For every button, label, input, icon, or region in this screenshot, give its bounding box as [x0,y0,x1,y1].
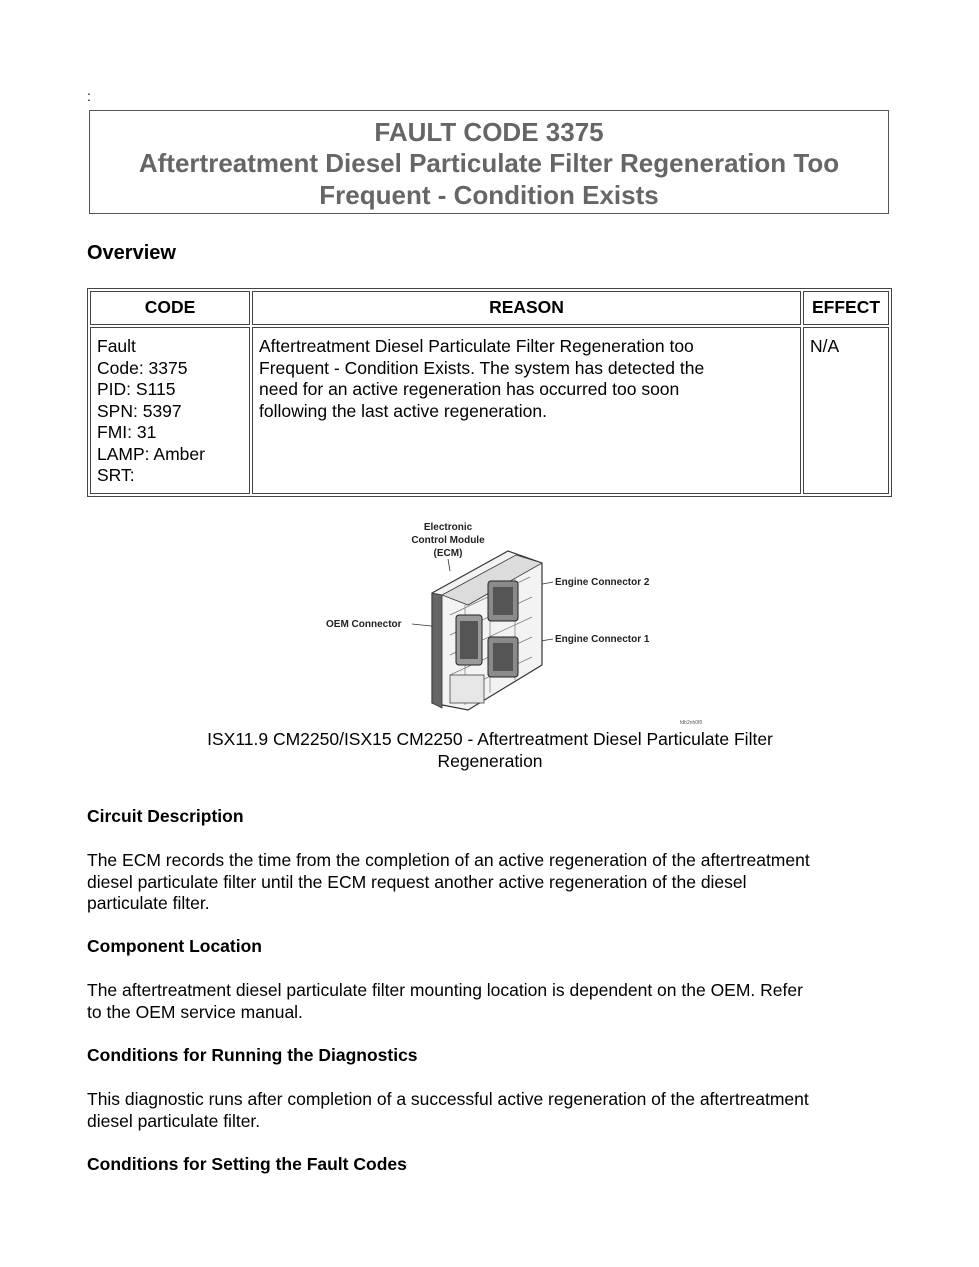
table-header-row [90,291,889,325]
conditions-running-text [87,1089,887,1132]
circuit-description-heading: Circuit Description [87,806,244,826]
leading-colon: : [87,88,91,104]
fault-code-table [87,288,892,497]
code-line: SPN: 5397 [97,400,182,421]
label-ecm-line2: Control Module [411,535,485,546]
leader-ecm [448,559,450,571]
ecm-diagram [300,515,703,730]
figure-caption [150,728,830,772]
reason-line: Aftertreatment Diesel Particulate Filter Regeneration too [259,336,694,356]
component-location-heading: Component Location [87,936,262,956]
code-line: FMI: 31 [97,422,157,442]
paragraph-line: The aftertreatment diesel particulate filter mounting location is dependent on the OEM. Refer [87,980,803,1000]
reason-line: Frequent - Condition Exists. The system has detected the [259,357,705,378]
fault-code-description-line1: Aftertreatment Diesel Particulate Filter Regeneration Too [138,148,840,178]
code-line: LAMP: Amber [97,443,205,464]
reason-line: need for an active regeneration has occurred too soon [259,379,680,399]
overview-heading: Overview [87,242,176,264]
header-code: CODE [90,291,250,325]
paragraph-line: The ECM records the time from the completion of an active regeneration of the aftertreatment [87,850,810,870]
fault-code-title: FAULT CODE 3375 [374,117,604,147]
table-row [90,327,889,494]
circuit-description-text [87,850,887,915]
header-effect: EFFECT [803,291,889,325]
component-location-text [87,980,887,1023]
code-line: Fault [97,336,136,356]
code-line: PID: S115 [97,379,176,399]
paragraph-line: diesel particulate filter. [87,1110,261,1131]
label-engine-connector-2: Engine Connector 2 [555,577,650,588]
label-engine-connector-1: Engine Connector 1 [555,634,650,645]
fault-code-description-line2: Frequent - Condition Exists [319,180,659,210]
code-line: SRT: [97,465,135,485]
conditions-setting-heading: Conditions for Setting the Fault Codes [87,1154,407,1174]
figure-id: fdb2nh0f0 [680,720,703,726]
cell-reason [252,327,801,494]
paragraph-line: particulate filter. [87,893,210,913]
paragraph-line: diesel particulate filter until the ECM request another active regeneration of the diesel [87,871,747,892]
label-oem-connector: OEM Connector [326,619,402,630]
caption-line1: ISX11.9 CM2250/ISX15 CM2250 - Aftertreatment Diesel Particulate Filter [207,729,773,749]
code-line: Code: 3375 [97,357,188,378]
paragraph-line: to the OEM service manual. [87,1001,303,1022]
ecm-module [432,551,542,710]
label-ecm-line1: Electronic [423,522,473,533]
conditions-running-heading: Conditions for Running the Diagnostics [87,1045,418,1065]
cell-code [90,327,250,494]
label-ecm-line3: (ECM) [433,548,463,559]
fault-code-title-box [89,110,889,214]
header-reason: REASON [252,291,801,325]
cell-effect: N/A [803,327,889,494]
reason-line: following the last active regeneration. [259,400,547,421]
caption-line2: Regeneration [437,751,543,771]
paragraph-line: This diagnostic runs after completion of a successful active regeneration of the aftertreatment [87,1089,809,1109]
